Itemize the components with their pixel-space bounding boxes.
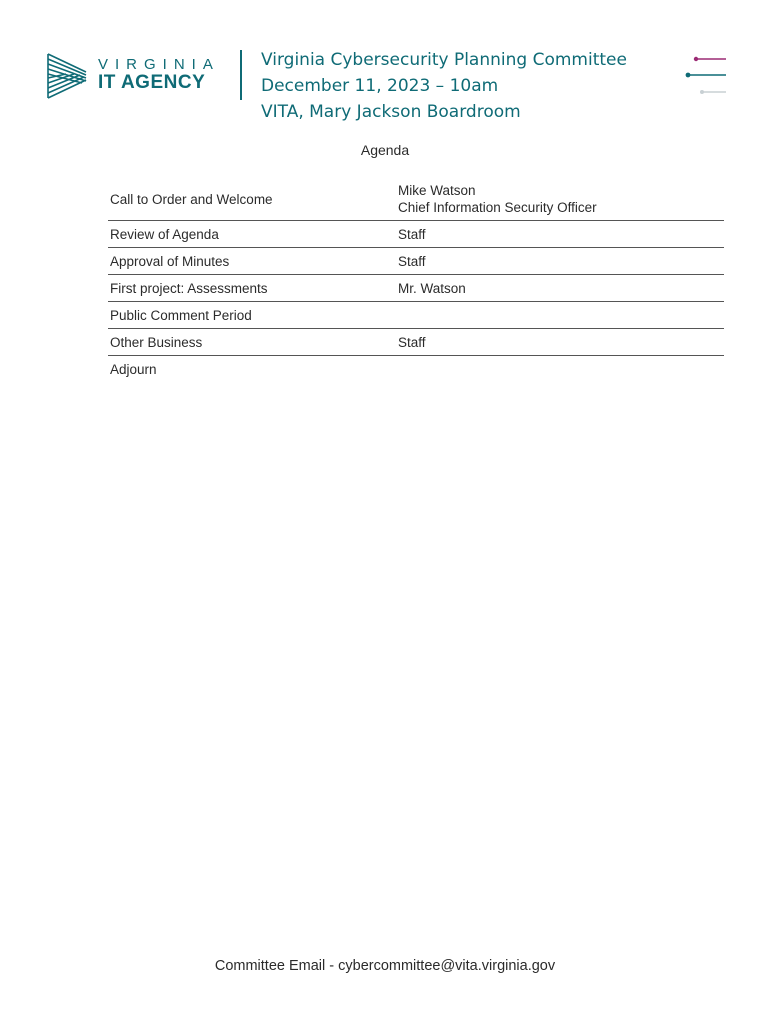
agenda-row <box>108 302 724 329</box>
agenda-item: First project: Assessments <box>110 280 268 296</box>
agenda-row <box>108 329 724 356</box>
agenda-item: Approval of Minutes <box>110 253 230 269</box>
agenda-presenter <box>398 182 724 216</box>
meeting-date: December 11, 2023 – 10am <box>261 76 499 96</box>
agenda-row <box>108 356 724 382</box>
logo-word-it-agency: IT AGENCY <box>98 72 206 93</box>
agenda-item: Review of Agenda <box>110 226 219 242</box>
presenter-title: Chief Information Security Officer <box>398 200 597 215</box>
agenda-heading: Agenda <box>360 142 410 158</box>
agenda-table <box>108 178 724 382</box>
agenda-presenter: Mr. Watson <box>398 280 466 296</box>
agenda-presenter: Staff <box>398 334 426 350</box>
agenda-item: Call to Order and Welcome <box>110 191 273 207</box>
committee-email: Committee Email - cybercommittee@vita.virginia.gov <box>214 958 556 974</box>
meeting-location: VITA, Mary Jackson Boardroom <box>261 102 521 122</box>
header-divider <box>240 50 242 100</box>
agenda-row <box>108 248 724 275</box>
agenda-item: Other Business <box>110 334 203 350</box>
agenda-presenter: Staff <box>398 226 426 242</box>
chevron-stripes-icon <box>46 50 92 102</box>
meeting-header <box>261 47 627 125</box>
meeting-title: Virginia Cybersecurity Planning Committee <box>261 50 627 70</box>
presenter-name: Mike Watson <box>398 183 476 198</box>
circuit-lines-decoration <box>682 52 732 102</box>
logo-word-virginia: VIRGINIA <box>98 56 220 73</box>
agenda-presenter: Staff <box>398 253 426 269</box>
agenda-item: Adjourn <box>110 361 157 377</box>
agenda-item: Public Comment Period <box>110 307 252 323</box>
agenda-row <box>108 275 724 302</box>
agenda-row <box>108 221 724 248</box>
agenda-row <box>108 178 724 221</box>
agency-logo <box>46 48 220 104</box>
